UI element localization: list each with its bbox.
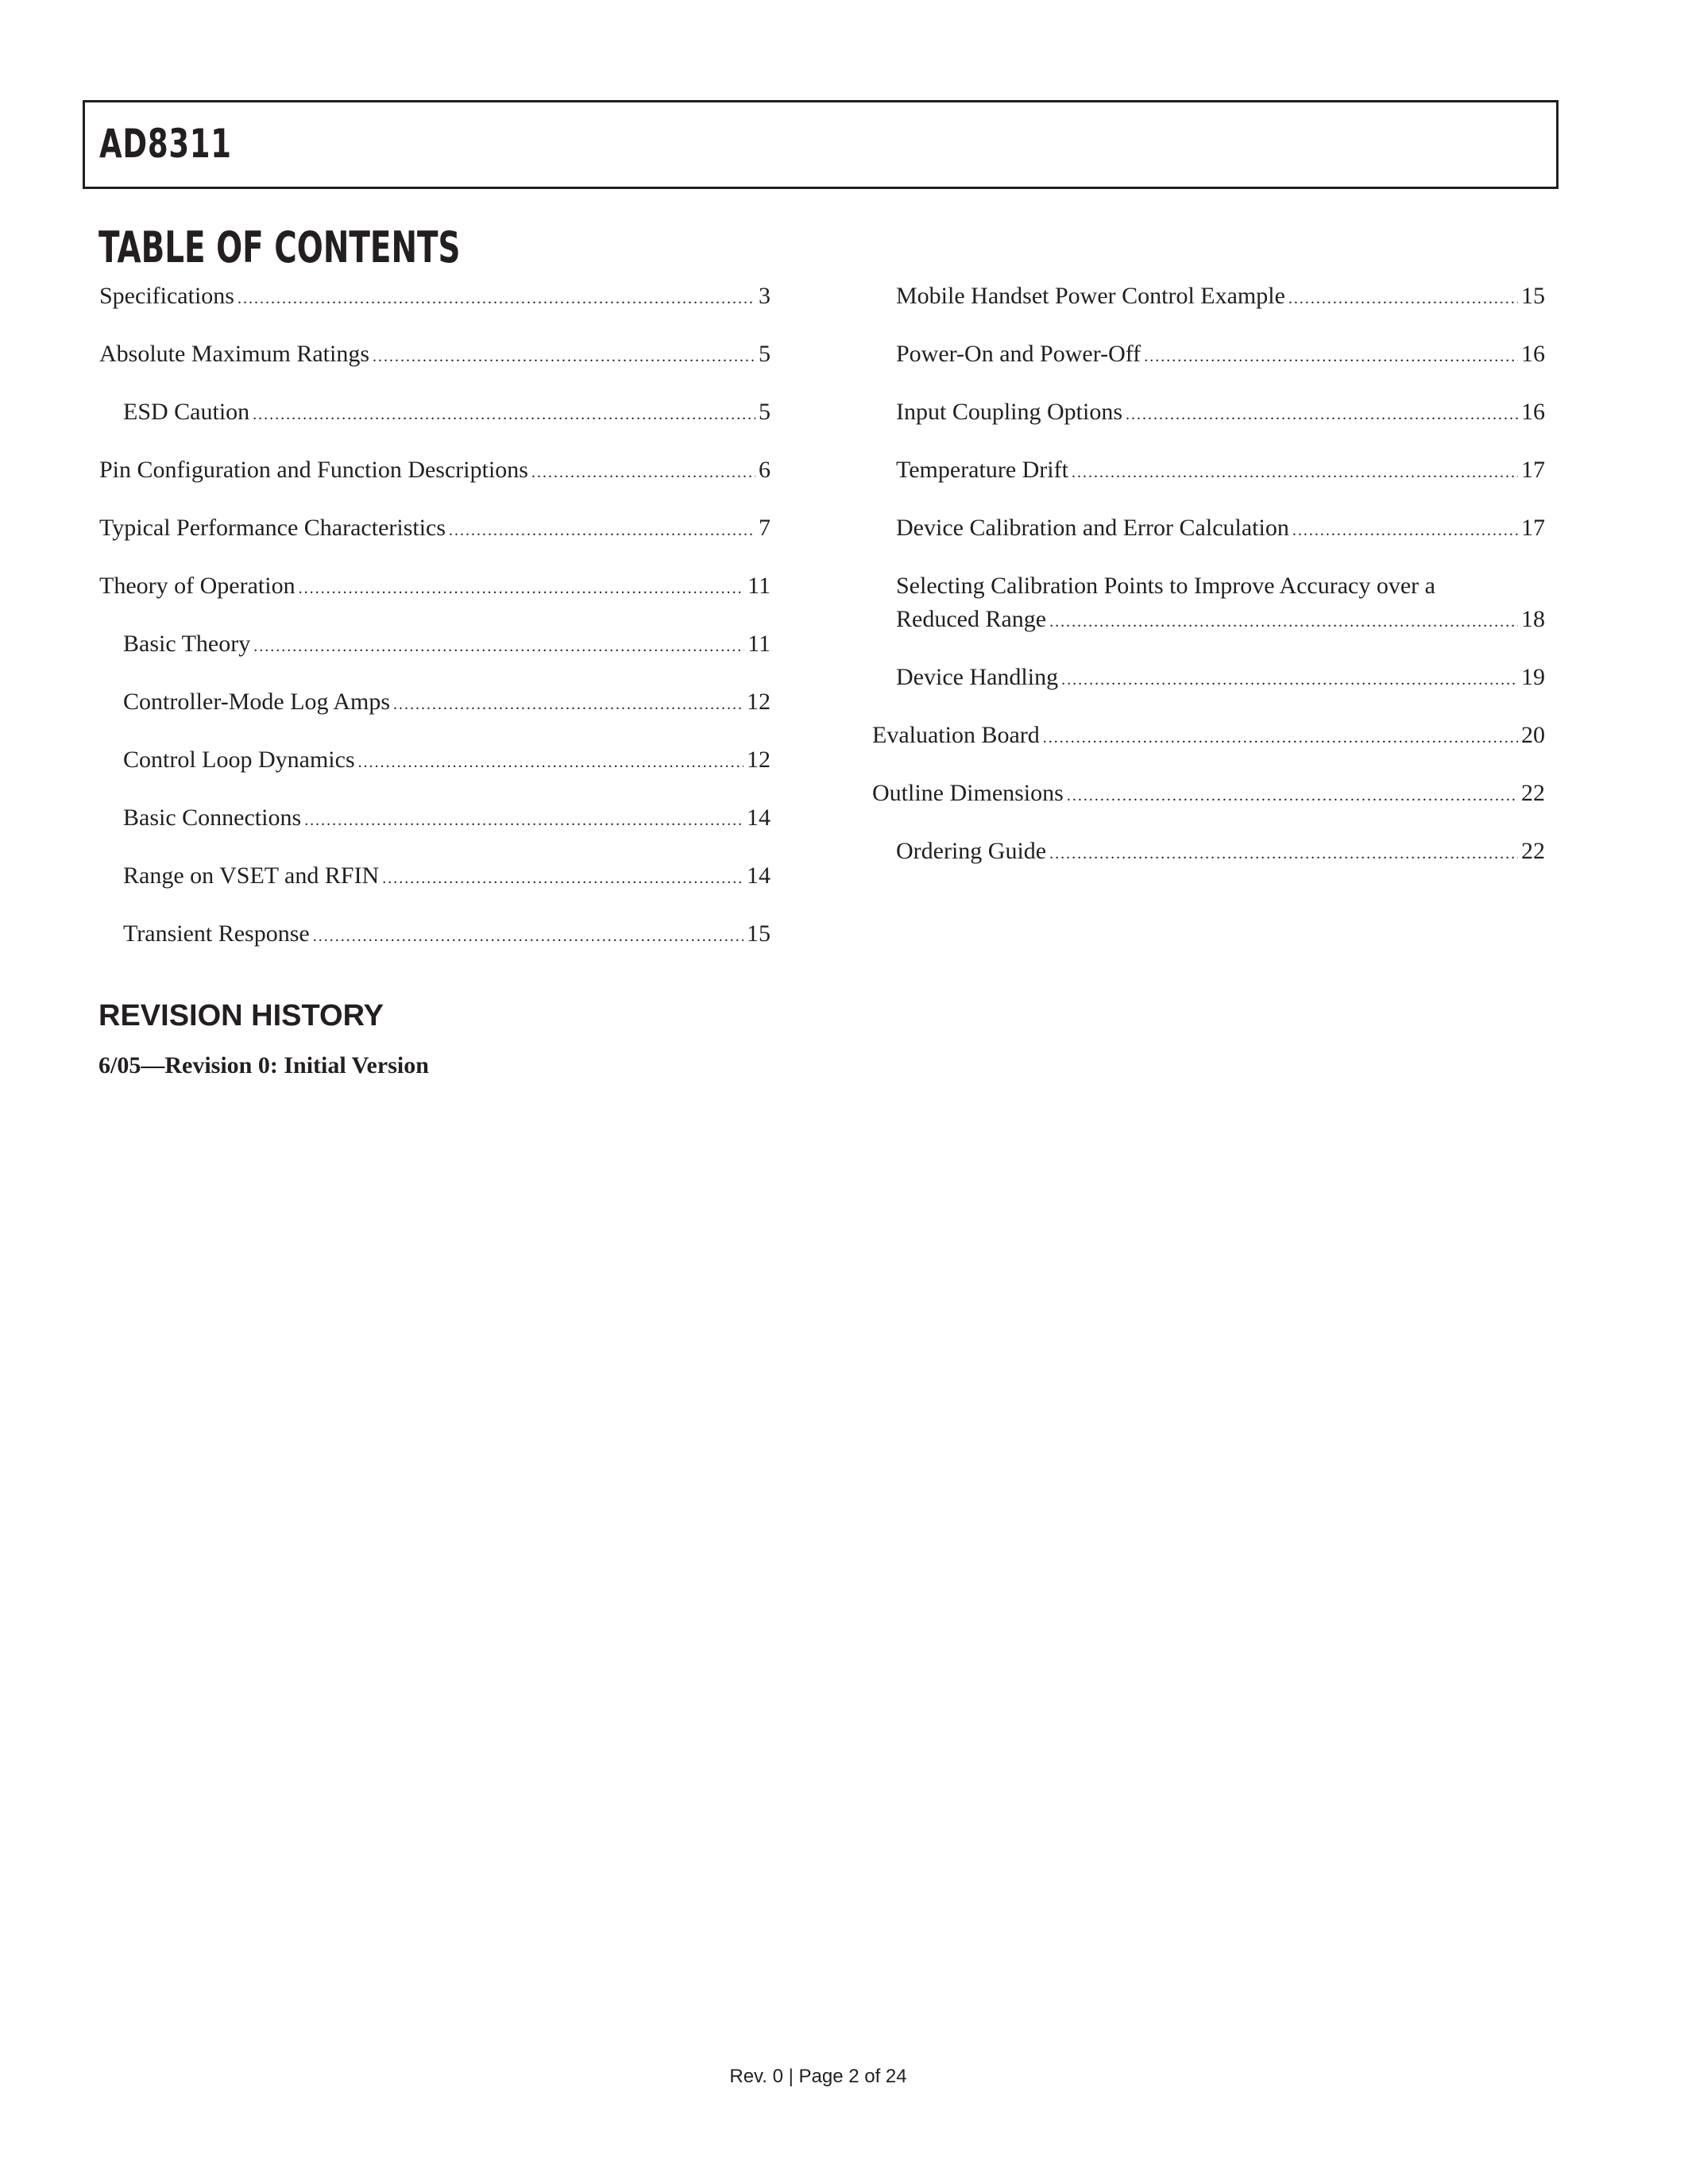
toc-entry-text: Device Calibration and Error Calculation <box>896 515 1289 541</box>
toc-entry-page: 22 <box>1521 780 1545 806</box>
toc-entry-text: Control Loop Dynamics <box>123 747 355 773</box>
toc-entry-basic-connections[interactable] <box>99 801 771 837</box>
dot-leader <box>253 630 744 663</box>
dot-leader <box>304 804 744 837</box>
dot-leader <box>253 398 755 431</box>
dot-leader <box>1072 456 1518 489</box>
toc-entry-text: Ordering Guide <box>896 838 1047 864</box>
toc-entry-ordering-guide[interactable] <box>872 835 1545 870</box>
toc-entry-text: Theory of Operation <box>99 573 295 599</box>
dot-leader <box>1043 721 1518 754</box>
toc-entry-page: 15 <box>1521 283 1545 309</box>
dot-leader <box>1049 837 1518 870</box>
toc-column-left <box>99 280 771 975</box>
toc-entry-specifications[interactable] <box>99 280 771 315</box>
toc-entry-text: Mobile Handset Power Control Example <box>896 283 1285 309</box>
toc-entry-page: 14 <box>747 805 771 831</box>
toc-entry-controller-mode-log-amps[interactable] <box>99 685 771 721</box>
toc-entry-page: 12 <box>747 747 771 773</box>
toc-entry-mobile-handset[interactable] <box>872 280 1545 315</box>
toc-entry-theory-of-operation[interactable] <box>99 569 771 605</box>
dot-leader <box>313 920 744 953</box>
dot-leader <box>358 746 744 779</box>
toc-entry-device-calibration[interactable] <box>872 511 1545 547</box>
dot-leader <box>1288 282 1518 315</box>
toc-entry-control-loop-dynamics[interactable] <box>99 743 771 779</box>
toc-entry-text: Absolute Maximum Ratings <box>99 341 369 367</box>
toc-entry-page: 16 <box>1521 341 1545 367</box>
toc-entry-text: Input Coupling Options <box>896 399 1123 425</box>
revision-history-heading: REVISION HISTORY <box>98 999 384 1032</box>
toc-entry-page: 3 <box>759 283 771 309</box>
dot-leader <box>299 572 745 605</box>
toc-entry-evaluation-board[interactable] <box>872 719 1545 754</box>
dot-leader <box>1126 398 1518 431</box>
toc-entry-page: 17 <box>1521 457 1545 483</box>
dot-leader <box>1049 605 1518 639</box>
toc-entry-transient-response[interactable] <box>99 917 771 953</box>
toc-entry-page: 15 <box>747 920 771 947</box>
toc-entry-text: Specifications <box>99 283 234 309</box>
toc-entry-page: 22 <box>1521 838 1545 864</box>
toc-entry-text: Basic Theory <box>123 631 251 657</box>
toc-entry-outline-dimensions[interactable] <box>872 777 1545 812</box>
toc-entry-selecting-calibration-points[interactable] <box>872 569 1545 639</box>
toc-entry-page: 20 <box>1521 722 1545 748</box>
toc-entry-page: 14 <box>747 862 771 889</box>
dot-leader <box>393 688 744 721</box>
toc-entry-text: Outline Dimensions <box>872 780 1064 806</box>
toc-entry-text: Range on VSET and RFIN <box>123 862 380 889</box>
toc-entry-page: 16 <box>1521 399 1545 425</box>
toc-entry-text-line1: Selecting Calibration Points to Improve Accuracy over a <box>896 573 1435 599</box>
part-number: AD8311 <box>99 121 232 167</box>
toc-entry-page: 18 <box>1521 606 1545 632</box>
toc-entry-text: Basic Connections <box>123 805 302 831</box>
toc-entry-text: Transient Response <box>123 920 310 947</box>
toc-entry-input-coupling[interactable] <box>872 396 1545 431</box>
toc-entry-page: 19 <box>1521 664 1545 690</box>
toc-entry-text: Controller-Mode Log Amps <box>123 689 391 715</box>
toc-entry-text: ESD Caution <box>123 399 250 425</box>
toc-entry-page: 12 <box>747 689 771 715</box>
dot-leader <box>1061 663 1518 696</box>
header-box <box>83 100 1559 189</box>
page-footer: Rev. 0 | Page 2 of 24 <box>729 2066 907 2087</box>
toc-entry-text: Device Handling <box>896 664 1059 690</box>
toc-entry-device-handling[interactable] <box>872 661 1545 696</box>
dot-leader <box>1144 340 1518 373</box>
dot-leader <box>531 456 755 489</box>
toc-entry-page: 6 <box>759 457 771 483</box>
toc-entry-text: Pin Configuration and Function Descriptions <box>99 457 528 483</box>
toc-entry-range-on-vset-rfin[interactable] <box>99 859 771 895</box>
toc-entry-text: Temperature Drift <box>896 457 1068 483</box>
toc-entry-text: Typical Performance Characteristics <box>99 515 446 541</box>
dot-leader <box>238 282 755 315</box>
toc-entry-text: Power-On and Power-Off <box>896 341 1141 367</box>
toc-entry-page: 11 <box>747 573 771 599</box>
toc-entry-esd-caution[interactable] <box>99 396 771 431</box>
toc-entry-text-line2: Reduced Range <box>896 606 1047 632</box>
toc-entry-basic-theory[interactable] <box>99 627 771 663</box>
toc-entry-page: 7 <box>759 515 771 541</box>
dot-leader <box>1292 514 1518 547</box>
toc-entry-temperature-drift[interactable] <box>872 453 1545 489</box>
dot-leader <box>382 862 744 895</box>
toc-entry-page: 5 <box>759 341 771 367</box>
toc-entry-pin-configuration[interactable] <box>99 453 771 489</box>
toc-entry-text: Evaluation Board <box>872 722 1040 748</box>
toc-title: TABLE OF CONTENTS <box>98 222 461 272</box>
dot-leader <box>449 514 755 547</box>
dot-leader <box>373 340 755 373</box>
toc-entry-absolute-maximum-ratings[interactable] <box>99 338 771 373</box>
toc-entry-page: 5 <box>759 399 771 425</box>
toc-entry-page: 11 <box>747 631 771 657</box>
toc-entry-power-on-off[interactable] <box>872 338 1545 373</box>
dot-leader <box>1067 779 1518 812</box>
toc-entry-typical-performance[interactable] <box>99 511 771 547</box>
toc-entry-page: 17 <box>1521 515 1545 541</box>
toc-column-right <box>872 280 1545 893</box>
revision-history-entry: 6/05—Revision 0: Initial Version <box>98 1052 429 1078</box>
